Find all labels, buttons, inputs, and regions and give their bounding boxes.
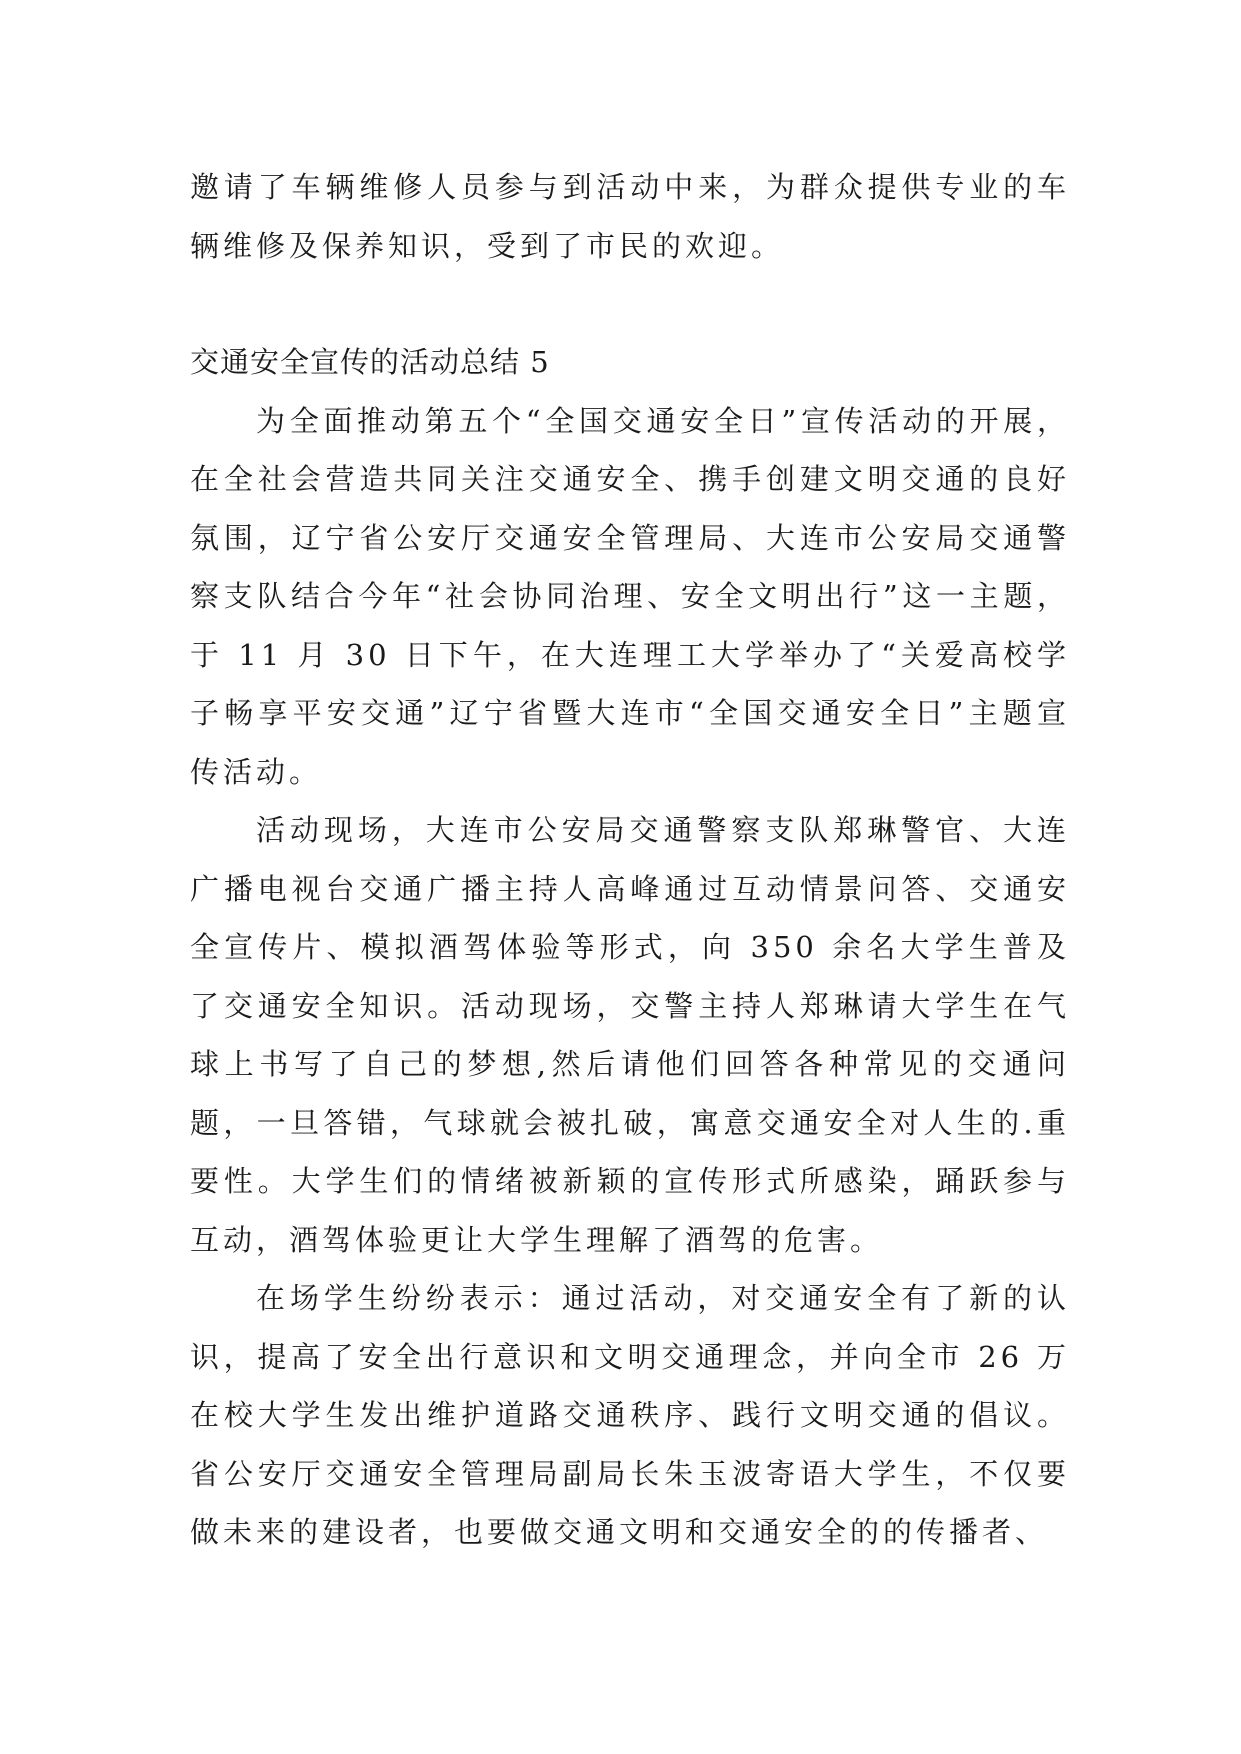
section-spacer <box>190 275 1070 333</box>
paragraph-continued: 邀请了车辆维修人员参与到活动中来，为群众提供专业的车辆维修及保养知识，受到了市民的欢迎。 <box>190 170 1070 263</box>
paragraph-1: 为全面推动第五个“全国交通安全日”宣传活动的开展，在全社会营造共同关注交通安全、携手创建文明交通的良好氛围，辽宁省公安厅交通安全管理局、大连市公安局交通警察支队结合今年“社会协同治理、安全文明出行”这一主题，于 11 月 30 日下午，在大连理工大学举办了“关爱高校学子畅享平安交通”辽宁省暨大连市“全国交通安全日”主题宣传活动。 <box>190 403 1070 789</box>
section-heading: 交通安全宣传的活动总结 5 <box>190 345 550 379</box>
document-body <box>190 158 1070 1562</box>
paragraph-2: 活动现场，大连市公安局交通警察支队郑琳警官、大连广播电视台交通广播主持人高峰通过互动情景问答、交通安全宣传片、模拟酒驾体验等形式，向 350 余名大学生普及了交通安全知识。活动现场，交警主持人郑琳请大学生在气球上书写了自己的梦想,然后请他们回答各种常见的交通问题，一旦答错，气球就会被扎破，寓意交通安全对人生的.重要性。大学生们的情绪被新颖的宣传形式所感染，踊跃参与互动，酒驾体验更让大学生理解了酒驾的危害。 <box>190 813 1070 1257</box>
paragraph-3: 在场学生纷纷表示：通过活动，对交通安全有了新的认识，提高了安全出行意识和文明交通理念，并向全市 26 万在校大学生发出维护道路交通秩序、践行文明交通的倡议。省公安厅交通安全管理局副局长朱玉波寄语大学生，不仅要做未来的建设者，也要做交通文明和交通安全的的传播者、 <box>190 1281 1070 1549</box>
